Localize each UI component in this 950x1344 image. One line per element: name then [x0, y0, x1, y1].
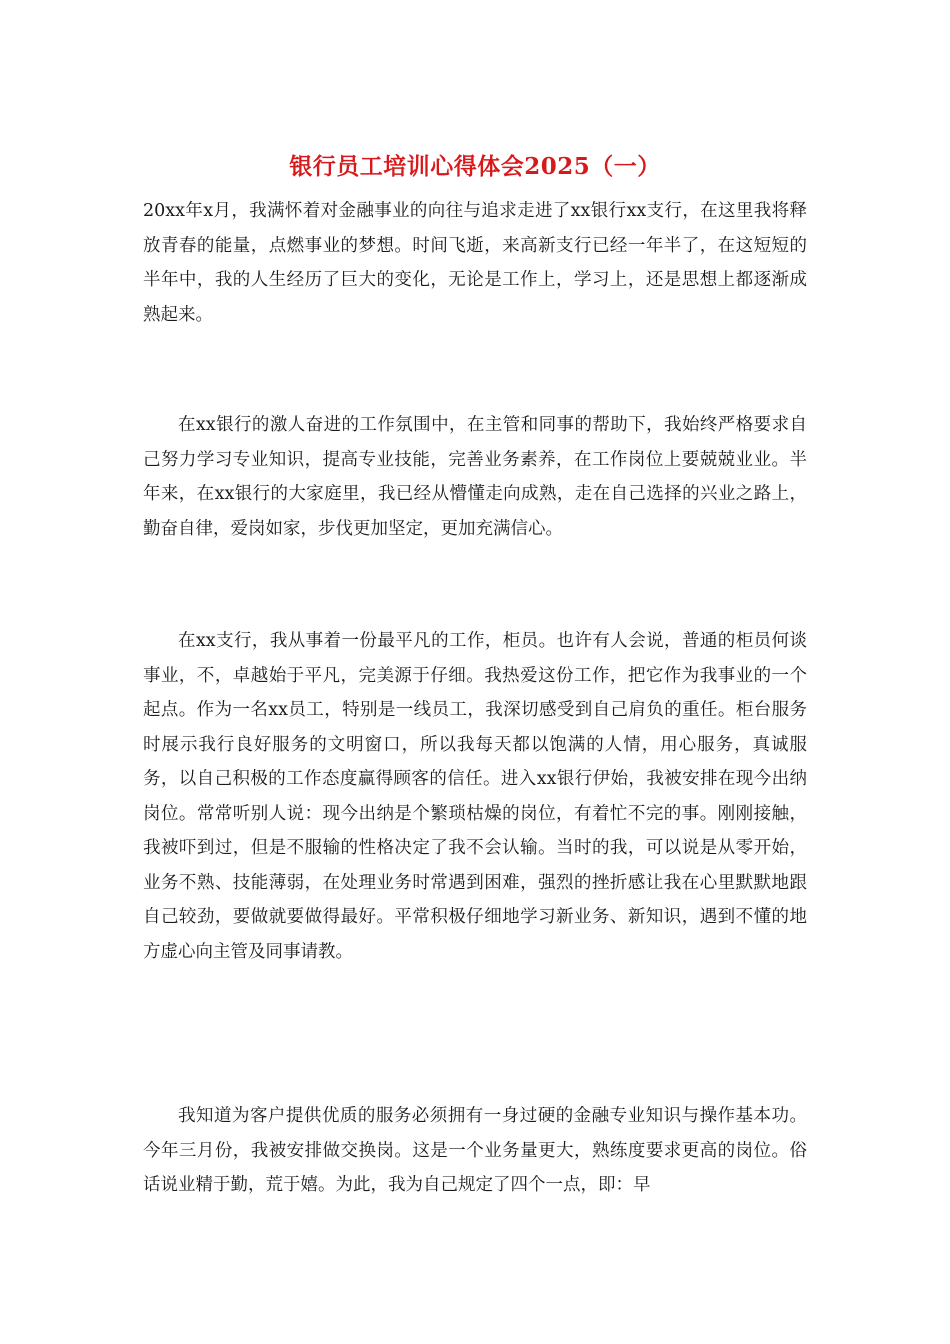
document-title: 银行员工培训心得体会2025（一）: [289, 153, 661, 180]
paragraph-4: 我知道为客户提供优质的服务必须拥有一身过硬的金融专业知识与操作基本功。今年三月份，我被安排做交换岗。这是一个业务量更大，熟练度要求更高的岗位。俗话说业精于勤，荒于嬉。为此，我为自己规定了四个一点，即：早: [143, 1106, 807, 1195]
paragraph-3: 在xx支行，我从事着一份最平凡的工作，柜员。也许有人会说，普通的柜员何谈事业，不，卓越始于平凡，完美源于仔细。我热爱这份工作，把它作为我事业的一个起点。作为一名xx员工，特别是一线员工，我深切感受到自己肩负的重任。柜台服务时展示我行良好服务的文明窗口，所以我每天都以饱满的人情，用心服务，真诚服务，以自己积极的工作态度赢得顾客的信任。进入xx银行伊始，我被安排在现今出纳岗位。常常听别人说：现今出纳是个繁琐枯燥的岗位，有着忙不完的事。刚刚接触，我被吓到过，但是不服输的性格决定了我不会认输。当时的我，可以说是从零开始，业务不熟、技能薄弱，在处理业务时常遇到困难，强烈的挫折感让我在心里默默地跟自己较劲，要做就要做得最好。平常积极仔细地学习新业务、新知识，遇到不懂的地方虚心向主管及同事请教。: [143, 631, 807, 962]
paragraph-1: 20xx年x月，我满怀着对金融事业的向往与追求走进了xx银行xx支行，在这里我将释放青春的能量，点燃事业的梦想。时间飞逝，来高新支行已经一年半了，在这短短的半年中，我的人生经历了巨大的变化，无论是工作上，学习上，还是思想上都逐渐成熟起来。: [143, 201, 807, 325]
paragraph-2: 在xx银行的激人奋进的工作氛围中，在主管和同事的帮助下，我始终严格要求自己努力学习专业知识，提高专业技能，完善业务素养，在工作岗位上要兢兢业业。半年来，在xx银行的大家庭里，我已经从懵懂走向成熟，走在自己选择的兴业之路上，勤奋自律，爱岗如家，步伐更加坚定，更加充满信心。: [143, 415, 807, 539]
